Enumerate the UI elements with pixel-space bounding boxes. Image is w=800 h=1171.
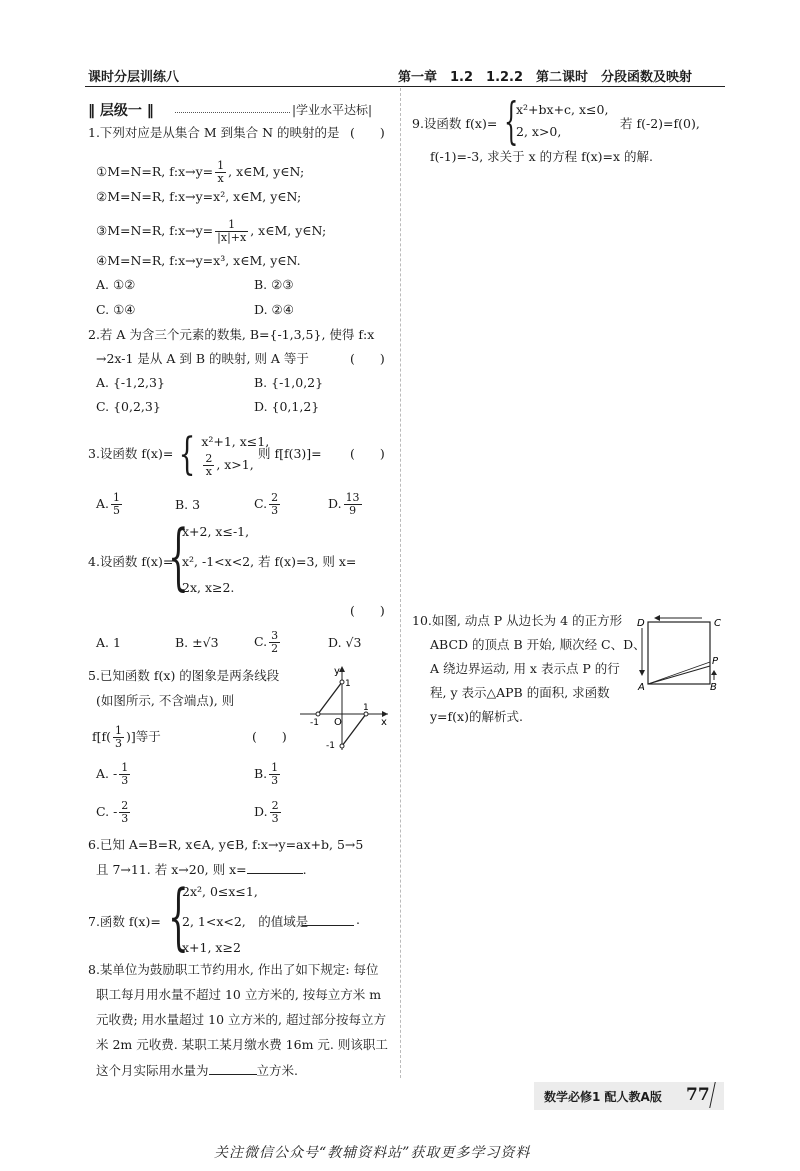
q10-segment-ap [648, 666, 710, 684]
q4-paren: ( ) [350, 603, 385, 618]
q10-segment-ap2 [648, 662, 710, 684]
q4-option-c: C. $\frac{3}{2}$ [254, 629, 279, 655]
q3-post: 则 f[f(3)]= [258, 446, 322, 461]
q1-item-3: ③M=N=R, f:x→y= $\frac{1}{|x|+x}$ , x∈M, y∈N; [96, 218, 327, 244]
column-separator [400, 88, 401, 1078]
q1-item-4: ④M=N=R, f:x→y=x³, x∈M, y∈N. [96, 253, 301, 268]
q1-stem: 1.下列对应是从集合 M 到集合 N 的映射的是 [88, 125, 340, 140]
q1-paren: ( ) [350, 125, 385, 140]
q10-line1: 10.如图, 动点 P 从边长为 4 的正方形 [412, 613, 623, 628]
q3-option-d: D. $\frac{13}{9}$ [328, 491, 360, 517]
section-dots [175, 112, 290, 113]
q3-option-b: B. 3 [175, 497, 201, 512]
footer-note: 关注微信公众号“教辅资料站”获取更多学习资料 [214, 1145, 531, 1161]
header-rule [85, 86, 725, 87]
q3-stem: 3.设函数 f(x)= { x²+1, x≤1, $\frac{2}{x}$ , x>1, [88, 428, 270, 480]
q10-line5: y=f(x)的解析式. [430, 709, 523, 724]
q5-segment-right [342, 714, 366, 746]
q1-option-c: C. ①④ [96, 302, 136, 317]
q5-segment-left [318, 682, 342, 714]
q3-option-a: A. $\frac{1}{5}$ [96, 491, 121, 517]
q4-option-d: D. √3 [328, 635, 362, 650]
q2-paren: ( ) [350, 351, 385, 366]
q5-open-point-left [316, 712, 320, 716]
q1-option-a: A. ①② [96, 277, 136, 292]
q8-line2: 职工每月用水量不超过 10 立方米的, 按每立方米 m [96, 987, 382, 1002]
q8-line3: 元收费; 用水量超过 10 立方米的, 超过部分按每立方 [96, 1012, 386, 1027]
q10-label-a: A [638, 682, 645, 692]
q8-line5: 这个月实际用水量为 立方米. [96, 1063, 298, 1078]
q5-line1: 5.已知函数 f(x) 的图象是两条线段 [88, 668, 280, 683]
q10-label-c: C [714, 618, 721, 629]
q10-label-p: P [712, 656, 719, 667]
section-tag: |学业水平达标| [292, 103, 373, 117]
q5-option-a: A. - $\frac{1}{3}$ [96, 761, 129, 787]
q5-open-point-bottom [340, 744, 344, 748]
q5-option-c: C. - $\frac{2}{3}$ [96, 799, 129, 825]
q5-x-label: x [381, 717, 387, 728]
q1-option-d: D. ②④ [254, 302, 294, 317]
q4-option-b: B. ±√3 [175, 635, 219, 650]
q5-y-label: y [334, 666, 340, 677]
q9-line2: f(-1)=-3, 求关于 x 的方程 f(x)=x 的解. [430, 149, 654, 164]
q2-option-d: D. {0,1,2} [254, 399, 320, 414]
q5-open-point-top [340, 680, 344, 684]
q5-tick-x1: 1 [363, 703, 369, 713]
q8-answer-blank[interactable] [209, 1061, 257, 1075]
q5-graph [298, 662, 392, 752]
q2-option-a: A. {-1,2,3} [96, 375, 165, 390]
q2-line2: →2x-1 是从 A 到 B 的映射, 则 A 等于 [96, 351, 309, 366]
q10-figure [636, 612, 724, 692]
q5-line3: f[f( $\frac{1}{3}$ )]等于 [92, 724, 161, 750]
q2-option-b: B. {-1,0,2} [254, 375, 324, 390]
header-left: 课时分层训练八 [88, 70, 180, 85]
q1-option-b: B. ②③ [254, 277, 294, 292]
q10-arrowhead-top [654, 615, 660, 621]
q5-paren: ( ) [252, 729, 287, 744]
q5-option-b: B. $\frac{1}{3}$ [254, 761, 279, 787]
footer-badge: 数学必修1 配人教A版 [544, 1090, 662, 1104]
q3-option-c: C. $\frac{2}{3}$ [254, 491, 279, 517]
q2-option-c: C. {0,2,3} [96, 399, 161, 414]
q8-line1: 8.某单位为鼓励职工节约用水, 作出了如下规定: 每位 [88, 962, 379, 977]
q5-o-label: O [334, 717, 342, 728]
q10-label-b: B [710, 682, 717, 692]
q10-line2: ABCD 的顶点 B 开始, 顺次经 C、D、 [430, 637, 646, 652]
q7-answer-blank[interactable] [302, 912, 354, 926]
q5-option-d: D. $\frac{2}{3}$ [254, 799, 279, 825]
section-title: ‖ 层级一 ‖ [88, 103, 154, 119]
q10-label-d: D [637, 618, 645, 629]
q4-option-a: A. 1 [96, 635, 121, 650]
q6-line1: 6.已知 A=B=R, x∈A, y∈B, f:x→y=ax+b, 5→5 [88, 837, 364, 852]
q5-tick-xm1: -1 [310, 718, 319, 728]
q10-line4: 程, y 表示△APB 的面积, 求函数 [430, 685, 610, 700]
q1-item-2: ②M=N=R, f:x→y=x², x∈M, y∈N; [96, 189, 302, 204]
q6-line2: 且 7→11. 若 x→20, 则 x= . [96, 862, 307, 877]
page-number: 77 [686, 1085, 710, 1105]
q8-line4: 米 2m 元收费. 某职工某月缴水费 16m 元. 则该职工 [96, 1037, 388, 1052]
q5-line2: (如图所示, 不含端点), 则 [96, 693, 235, 708]
q10-arrowhead-right [711, 670, 717, 675]
q3-paren: ( ) [350, 446, 385, 461]
header-right: 第一章 1.2 1.2.2 第二课时 分段函数及映射 [398, 70, 693, 85]
q10-line3: A 绕边界运动, 用 x 表示点 P 的行 [430, 661, 620, 676]
q6-answer-blank[interactable] [247, 860, 303, 874]
q10-arrowhead-left [639, 670, 645, 676]
q2-line1: 2.若 A 为含三个元素的数集, B={-1,3,5}, 使得 f:x [88, 327, 375, 342]
q1-item-1: ①M=N=R, f:x→y= $\frac{1}{x}$ , x∈M, y∈N; [96, 159, 305, 185]
q5-tick-ym1: -1 [326, 741, 335, 751]
q5-tick-y1: 1 [345, 679, 351, 689]
